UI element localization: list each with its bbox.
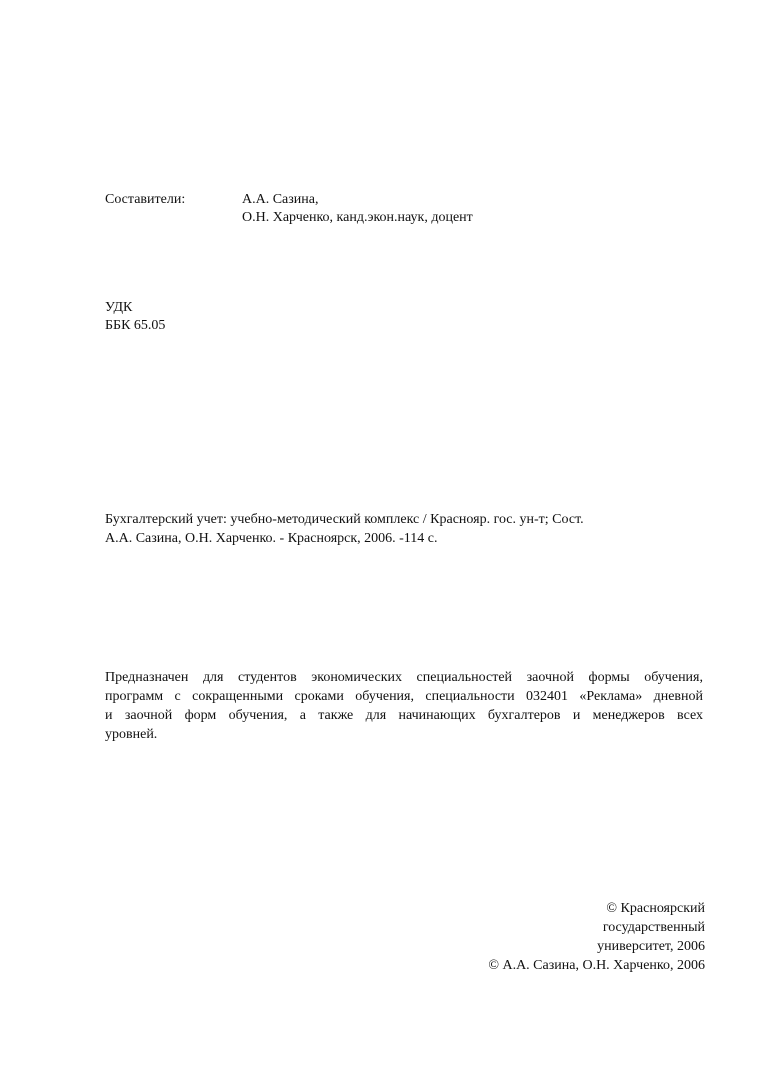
copyright-line-1: © Красноярский [606, 901, 705, 916]
purpose-paragraph [105, 668, 703, 744]
purpose-line-3: и заочной форм обучения, а также для начинающих бухгалтеров и менеджеров всех [105, 708, 703, 723]
authors-label: Составители: [105, 192, 186, 207]
author-line-1: А.А. Сазина, [242, 192, 319, 207]
purpose-line-1: Предназначен для студентов экономических специальностей заочной формы обучения, [105, 670, 703, 685]
citation-line-1: Бухгалтерский учет: учебно-методический комплекс / Краснояр. гос. ун-т; Сост. [105, 512, 584, 527]
citation-line-2: А.А. Сазина, О.Н. Харченко. - Красноярск, 2006. -114 с. [105, 531, 438, 546]
copyright-block [488, 899, 705, 975]
bbk-code: ББК 65.05 [105, 318, 166, 333]
purpose-line-4: уровней. [105, 727, 158, 742]
udk-label: УДК [105, 300, 133, 315]
purpose-line-2: программ с сокращенными сроками обучения, специальности 032401 «Реклама» дневной [105, 689, 703, 704]
copyright-line-2: государственный [602, 920, 705, 935]
copyright-line-4: © А.А. Сазина, О.Н. Харченко, 2006 [488, 958, 705, 973]
author-line-2: О.Н. Харченко, канд.экон.наук, доцент [242, 210, 473, 225]
copyright-line-3: университет, 2006 [597, 939, 705, 954]
